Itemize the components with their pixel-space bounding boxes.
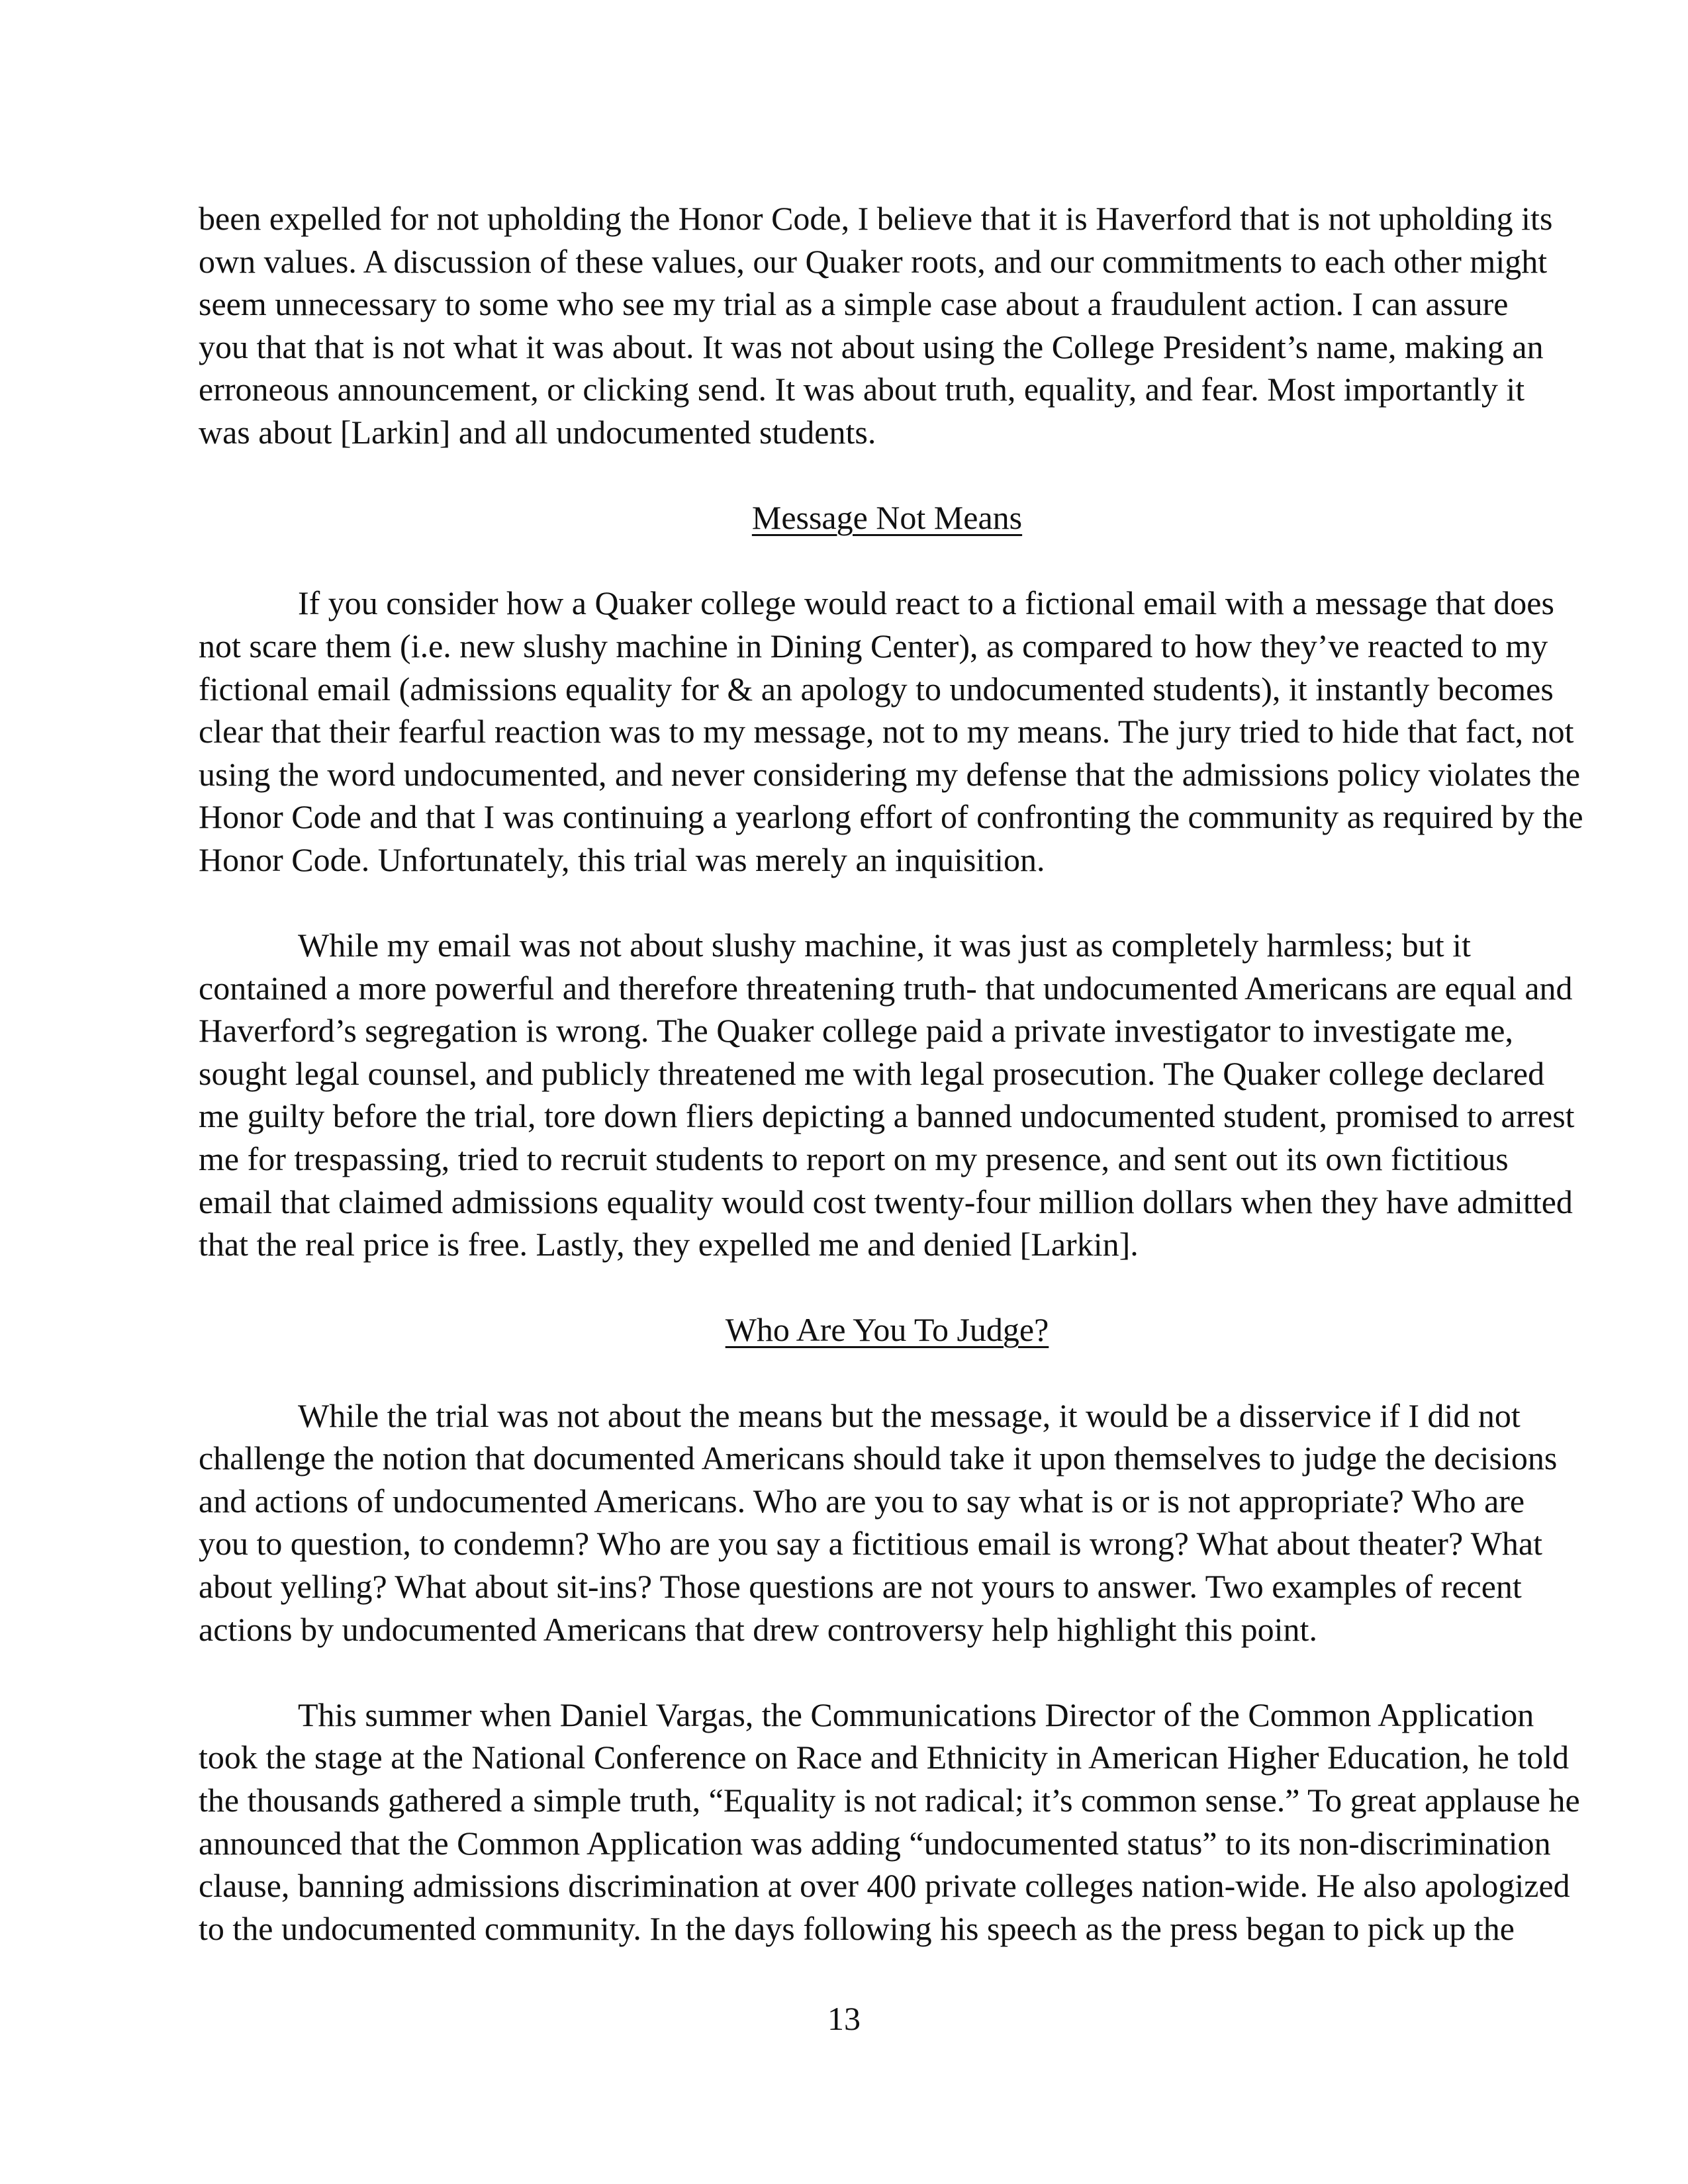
text-line: If you consider how a Quaker college would react to a fictional email with a message that does: [298, 584, 1554, 622]
text-line: While the trial was not about the means but the message, it would be a disservice if I did not: [298, 1396, 1521, 1434]
paragraph-judge-decisions: [199, 1394, 1575, 1651]
text-line: not scare them (i.e. new slushy machine in Dining Center), as compared to how they’ve reacted to my: [199, 627, 1548, 664]
text-line: Honor Code. Unfortunately, this trial was merely an inquisition.: [199, 841, 1045, 878]
text-line: been expelled for not upholding the Honor Code, I believe that it is Haverford that is not upholding its: [199, 200, 1553, 237]
paragraph-fictional-email: [199, 582, 1583, 881]
text-line: to the undocumented community. In the days following his speech as the press began to pick up the: [199, 1909, 1515, 1947]
text-line: contained a more powerful and therefore threatening truth- that undocumented Americans are equal and: [199, 969, 1573, 1007]
paragraph-spacer: [199, 882, 1575, 925]
heading-text: Message Not Means: [751, 499, 1023, 537]
text-line: erroneous announcement, or clicking send. It was about truth, equality, and fear. Most importantly it: [199, 371, 1525, 408]
text-line: email that claimed admissions equality would cost twenty-four million dollars when they have admitted: [199, 1183, 1573, 1220]
text-line: you that that is not what it was about. It was not about using the College President’s name, making an: [199, 328, 1544, 365]
text-line: and actions of undocumented Americans. Who are you to say what is or is not appropriate? Who are: [199, 1482, 1525, 1520]
page-number: 13: [827, 2000, 861, 2037]
text-line: own values. A discussion of these values, our Quaker roots, and our commitments to each other might: [199, 242, 1548, 280]
text-line: clause, banning admissions discrimination at over 400 private colleges nation-wide. He also apologized: [199, 1867, 1570, 1905]
text-line: Haverford’s segregation is wrong. The Quaker college paid a private investigator to investigate me,: [199, 1012, 1513, 1050]
text-line: the thousands gathered a simple truth, “Equality is not radical; it’s common sense.” To great applause he: [199, 1781, 1580, 1819]
paragraph-honor-code-values: [199, 197, 1575, 454]
text-line: seem unnecessary to some who see my trial as a simple case about a fraudulent action. I can assure: [199, 285, 1509, 323]
section-heading-message-not-means: [199, 496, 1575, 539]
text-line: took the stage at the National Conference on Race and Ethnicity in American Higher Education, he told: [199, 1739, 1570, 1776]
paragraph-slushy-machine: [199, 924, 1575, 1266]
text-line: announced that the Common Application was adding “undocumented status” to its non-discrimination: [199, 1824, 1551, 1862]
text-line: me for trespassing, tried to recruit students to report on my presence, and sent out its own fictitious: [199, 1140, 1509, 1178]
text-line: using the word undocumented, and never considering my defense that the admissions policy violates the: [199, 755, 1581, 793]
paragraph-daniel-vargas: [199, 1694, 1580, 1950]
text-line: that the real price is free. Lastly, they expelled me and denied [Larkin].: [199, 1226, 1139, 1263]
text-line: me guilty before the trial, tore down fliers depicting a banned undocumented student, promised to arrest: [199, 1097, 1575, 1135]
paragraph-spacer: [199, 1651, 1575, 1694]
text-line: was about [Larkin] and all undocumented students.: [199, 413, 876, 451]
text-line: you to question, to condemn? Who are you say a fictitious email is wrong? What about theater? What: [199, 1525, 1543, 1563]
text-line: fictional email (admissions equality for & an apology to undocumented students), it instantly becomes: [199, 670, 1554, 707]
text-line: While my email was not about slushy machine, it was just as completely harmless; but it: [298, 927, 1471, 964]
text-line: clear that their fearful reaction was to my message, not to my means. The jury tried to hide that fact, not: [199, 713, 1574, 751]
text-line: Honor Code and that I was continuing a yearlong effort of confronting the community as required by the: [199, 798, 1583, 836]
text-line: about yelling? What about sit-ins? Those questions are not yours to answer. Two examples of recent: [199, 1568, 1522, 1605]
text-line: This summer when Daniel Vargas, the Communications Director of the Common Application: [298, 1696, 1534, 1733]
heading-text: Who Are You To Judge?: [725, 1311, 1049, 1349]
text-line: challenge the notion that documented Americans should take it upon themselves to judge the decisions: [199, 1439, 1558, 1477]
text-line: actions by undocumented Americans that drew controversy help highlight this point.: [199, 1610, 1317, 1648]
document-page: [199, 197, 1583, 1950]
section-heading-who-are-you-to-judge: [199, 1308, 1575, 1351]
text-line: sought legal counsel, and publicly threatened me with legal prosecution. The Quaker college declared: [199, 1054, 1545, 1092]
